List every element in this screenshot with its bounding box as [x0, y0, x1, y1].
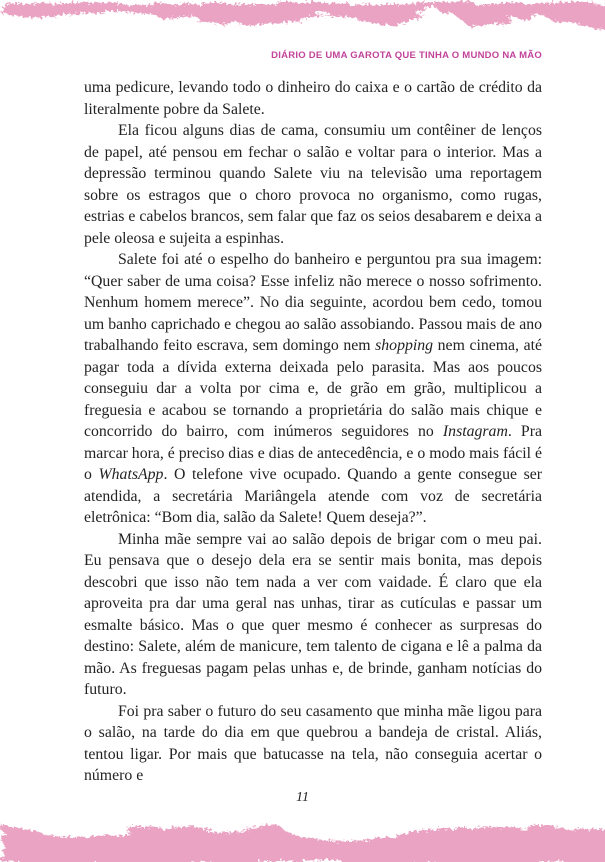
plain-text: nem cinema, até pagar toda a dívida externa deixada pelo parasita. Mas aos poucos conseguiu dar a volta por cima e, de grão em grão, multiplicou a freguesia e acabou se tornando a proprietária do salão mais chique e concorrido do bairro, com inúmeros seguidores no — [84, 337, 542, 440]
body-paragraph — [84, 77, 542, 120]
italic-text: Instagram — [442, 423, 508, 440]
plain-text: Ela ficou alguns dias de cama, consumiu um contêiner de lenços de papel, até pensou em fechar o salão e voltar para o interior. Mas a depressão terminou quando Salete viu na televisão uma reportagem sobre os estragos que o choro provoca no organismo, como rugas, estrias e cabelos brancos, sem falar que faz os seios desabarem e deixa a pele oleosa e sujeita a espinhas. — [84, 122, 542, 247]
body-paragraph — [84, 120, 542, 249]
italic-text: shopping — [375, 337, 434, 354]
plain-text: Foi pra saber o futuro do seu casamento que minha mãe ligou para o salão, na tarde do dia em que quebrou a bandeja de cristal. Aliás, tentou ligar. Por mais que batucasse na tela, não conseguia acertar o número e — [84, 702, 542, 784]
body-text — [84, 77, 542, 787]
decorative-bottom-border — [0, 812, 605, 862]
running-header: DIÁRIO DE UMA GAROTA QUE TINHA O MUNDO NA MÃO — [271, 50, 542, 61]
body-paragraph — [84, 529, 542, 701]
body-paragraph — [84, 701, 542, 787]
plain-text: Salete foi até o espelho do banheiro e perguntou pra sua imagem: “Quer saber de uma coisa? Esse infeliz não merece o nosso sofrimento. Nenhum homem merece”. No dia seguinte, acordou bem cedo, tomou um banho caprichado e chegou ao salão assobiando. Passou mais de ano trabalhando feito escrava, sem domingo nem — [84, 251, 542, 354]
italic-text: WhatsApp — [98, 466, 164, 483]
plain-text: . O telefone vive ocupado. Quando a gente consegue ser atendida, a secretária Mariângela atende com voz de secretária eletrônica: “Bom dia, salão da Salete! Quem deseja?”. — [84, 466, 542, 526]
page-number: 11 — [296, 790, 309, 805]
body-paragraph — [84, 249, 542, 529]
decorative-top-border — [0, 0, 605, 44]
plain-text: Minha mãe sempre vai ao salão depois de brigar com o meu pai. Eu pensava que o desejo dela era se sentir mais bonita, mas depois descobri que isso não tem nada a ver com vaidade. É claro que ela aproveita pra dar uma geral nas unhas, tirar as cutículas e passar um esmalte básico. Mas o que quer mesmo é conhecer as surpresas do destino: Salete, além de manicure, tem talento de cigana e lê a palma da mão. As freguesas pagam pelas unhas e, de brinde, ganham notícias do futuro. — [84, 530, 542, 698]
top-band-shape — [0, 0, 605, 26]
plain-text: . Pra marcar hora, é preciso dias e dias de antecedência, e o modo mais fácil é o — [84, 423, 542, 483]
plain-text: uma pedicure, levando todo o dinheiro do caixa e o cartão de crédito da literalmente pobre da Salete. — [84, 79, 542, 118]
bottom-band-shape — [0, 823, 605, 862]
